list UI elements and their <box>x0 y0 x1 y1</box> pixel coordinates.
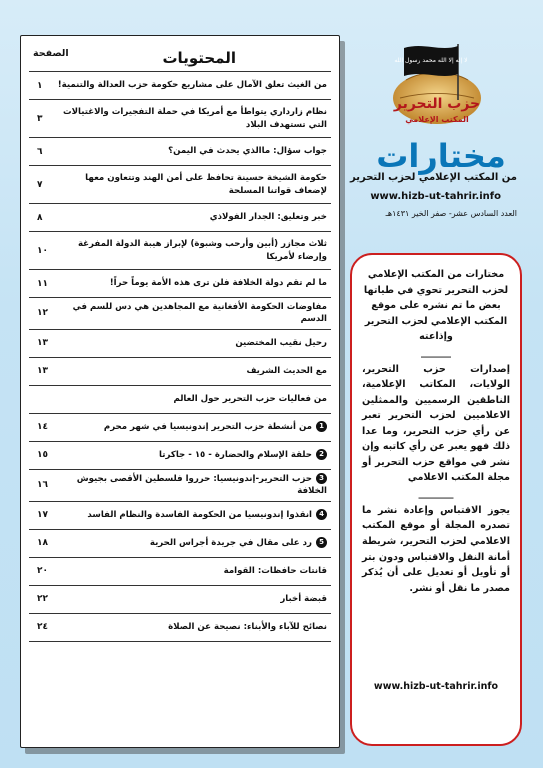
toc-entry[interactable] <box>29 530 331 558</box>
statement-paragraph: إصدارات حزب التحرير، الولايات، المكاتب الإعلامية، الناطقين الرسميين والممثلين الاعلاميين لحزب التحرير تعبر عن رأي حزب التحرير، وما عدا ذلك فهو يعبر عن رأي كاتبه وإن نشر في مواقع حزب التحرير أو مجلة المكتب الاعلامي <box>362 363 510 484</box>
toc-entry[interactable] <box>29 232 331 270</box>
toc-entry[interactable] <box>29 614 331 642</box>
toc-entry-page: ١٦ <box>37 480 48 491</box>
numbered-bullet-icon: 3 <box>316 473 327 484</box>
intro-paragraph: مختارات من المكتب الإعلامي لحزب التحرير تحوي في طياتها بعض ما تم نشره على موقع المكتب الإعلامي لحزب التحرير وإذاعته <box>363 269 509 343</box>
toc-entry-page: ٨ <box>37 212 43 223</box>
toc-entry-page: ٢٠ <box>37 566 48 577</box>
toc-entry[interactable] <box>29 502 331 530</box>
toc-entry-page: ١٨ <box>37 538 48 549</box>
toc-entry-title: حكومة الشيخة حسينة تحافظ على أمن الهند وتتعاون معها لإضعاف قواتنا المسلحة <box>85 173 327 196</box>
toc-entry-title: خبر وتعليق: الجدار الفولاذي <box>209 212 327 223</box>
flag-text: لا إله إلا الله محمد رسول الله <box>394 57 468 64</box>
toc-entry-page: ١ <box>37 80 43 91</box>
toc-entry[interactable] <box>29 470 331 502</box>
toc-entry-title: قبضة أخبار <box>280 594 327 605</box>
numbered-bullet-icon: 1 <box>316 421 327 432</box>
toc-page-column-label: الصفحة <box>33 48 69 59</box>
toc-entry[interactable] <box>29 442 331 470</box>
toc-entry[interactable] <box>29 100 331 138</box>
toc-entry-page: ١٥ <box>37 450 48 461</box>
toc-entry[interactable] <box>29 166 331 204</box>
toc-entry-title: 2حلقة الإسلام والحضارة - ١٥ - جاكرتا <box>29 449 327 461</box>
toc-entry[interactable] <box>29 386 331 414</box>
toc-entry-title: 3حزب التحرير-إندونيسيا: حرروا فلسطين الأقصى بجيوش الخلافة <box>76 473 327 497</box>
toc-entry-page: ٧ <box>37 179 43 190</box>
toc-rows <box>29 72 331 642</box>
toc-entry-page: ١١ <box>37 278 48 289</box>
toc-entry-title: مع الحديث الشريف <box>246 366 327 377</box>
toc-entry-page: ١٣ <box>37 338 48 349</box>
toc-title: المحتويات <box>162 49 236 67</box>
numbered-bullet-icon: 4 <box>316 509 327 520</box>
toc-entry[interactable] <box>29 298 331 330</box>
toc-entry-page: ١٧ <box>37 510 48 521</box>
toc-entry-page: ٣ <box>37 113 43 124</box>
magazine-title: مختارات <box>376 137 506 175</box>
toc-entry[interactable] <box>29 330 331 358</box>
disclaimer-box <box>350 253 522 746</box>
toc-entry-page: ٢٤ <box>37 622 48 633</box>
toc-entry-title: 4انقذوا إندونيسيا من الحكومة الفاسدة والنظام الفاسد <box>29 509 327 521</box>
toc-entry-page: ٢٢ <box>37 594 48 605</box>
toc-entry-title: نظام زارداري يتواطأ مع أمريكا في حملة التفجيرات والاغتيالات التي تستهدف البلاد <box>62 107 327 130</box>
toc-entry-page: ١٤ <box>37 422 48 433</box>
toc-entry-title: ثلاث مجازر (أبين وأرحب وشبوة) لإبراز هيبة الدولة المفرغة وإرضاء لأمريكا <box>77 239 327 262</box>
logo-office-name: المكتب الإعلامي <box>405 115 469 124</box>
toc-entry-title: ما لم تقم دولة الخلافة فلن ترى هذه الأمة يوماً حراً! <box>109 278 327 289</box>
copyright-paragraph: يجوز الاقتباس وإعادة نشر ما تصدره المجلة أو موقع المكتب الاعلامي لحزب التحرير، شريطة أمانة النقل والاقتباس ودون بتر أو تأويل أو تعديل على أن يُذكر مصدر ما نقل أو نشر. <box>362 504 510 594</box>
toc-entry[interactable] <box>29 586 331 614</box>
website-url-link[interactable]: www.hizb-ut-tahrir.info <box>373 681 499 692</box>
toc-entry[interactable] <box>29 414 331 442</box>
toc-entry[interactable] <box>29 204 331 232</box>
toc-entry-title: قانتات حافظات: القوامة <box>223 566 327 577</box>
toc-entry[interactable] <box>29 72 331 100</box>
toc-entry-title: من الغيث تعلق الآمال على مشاريع حكومة حزب العدالة والتنمية! <box>57 80 327 91</box>
website-url-link[interactable]: www.hizb-ut-tahrir.info <box>370 191 501 202</box>
toc-entry-title: رحيل نقيب المختضين <box>235 338 327 349</box>
toc-entry-title: مفاوضات الحكومة الأفغانية مع المجاهدين هي دس للسم في الدسم <box>72 302 327 325</box>
toc-entry-page: ٦ <box>37 146 43 157</box>
toc-entry[interactable] <box>29 138 331 166</box>
toc-entry-page: ١٠ <box>37 245 48 256</box>
toc-entry-page: ١٢ <box>37 308 48 319</box>
toc-entry-title: جواب سؤال: ماالذي يحدث في اليمن؟ <box>168 146 327 157</box>
toc-entry[interactable] <box>29 358 331 386</box>
toc-entry-title: نصائح للآباء والأبناء: نصيحة عن الصلاة <box>168 622 327 633</box>
toc-entry-title: 5رد على مقال في جريدة أجراس الحرية <box>29 537 327 549</box>
hizb-ut-tahrir-logo <box>384 40 490 132</box>
logo-party-name: حزب التحرير <box>393 96 481 112</box>
separator: ______ <box>421 346 451 358</box>
numbered-bullet-icon: 2 <box>316 449 327 460</box>
toc-entry[interactable] <box>29 270 331 298</box>
toc-entry-title: 1من أنشطة حزب التحرير إندونيسيا في شهر محرم <box>29 421 327 433</box>
toc-entry[interactable] <box>29 558 331 586</box>
issue-label: العدد السادس عشر- صفر الخير ١٤٣١هـ <box>385 209 517 218</box>
toc-entry-page: ١٣ <box>37 366 48 377</box>
toc-entry-title: من فعاليات حزب التحرير حول العالم <box>173 394 327 405</box>
magazine-subtitle: من المكتب الإعلامي لحزب التحرير <box>350 172 517 183</box>
table-of-contents <box>20 35 340 748</box>
numbered-bullet-icon: 5 <box>316 537 327 548</box>
toc-header <box>29 42 331 72</box>
separator: _______ <box>418 487 454 499</box>
